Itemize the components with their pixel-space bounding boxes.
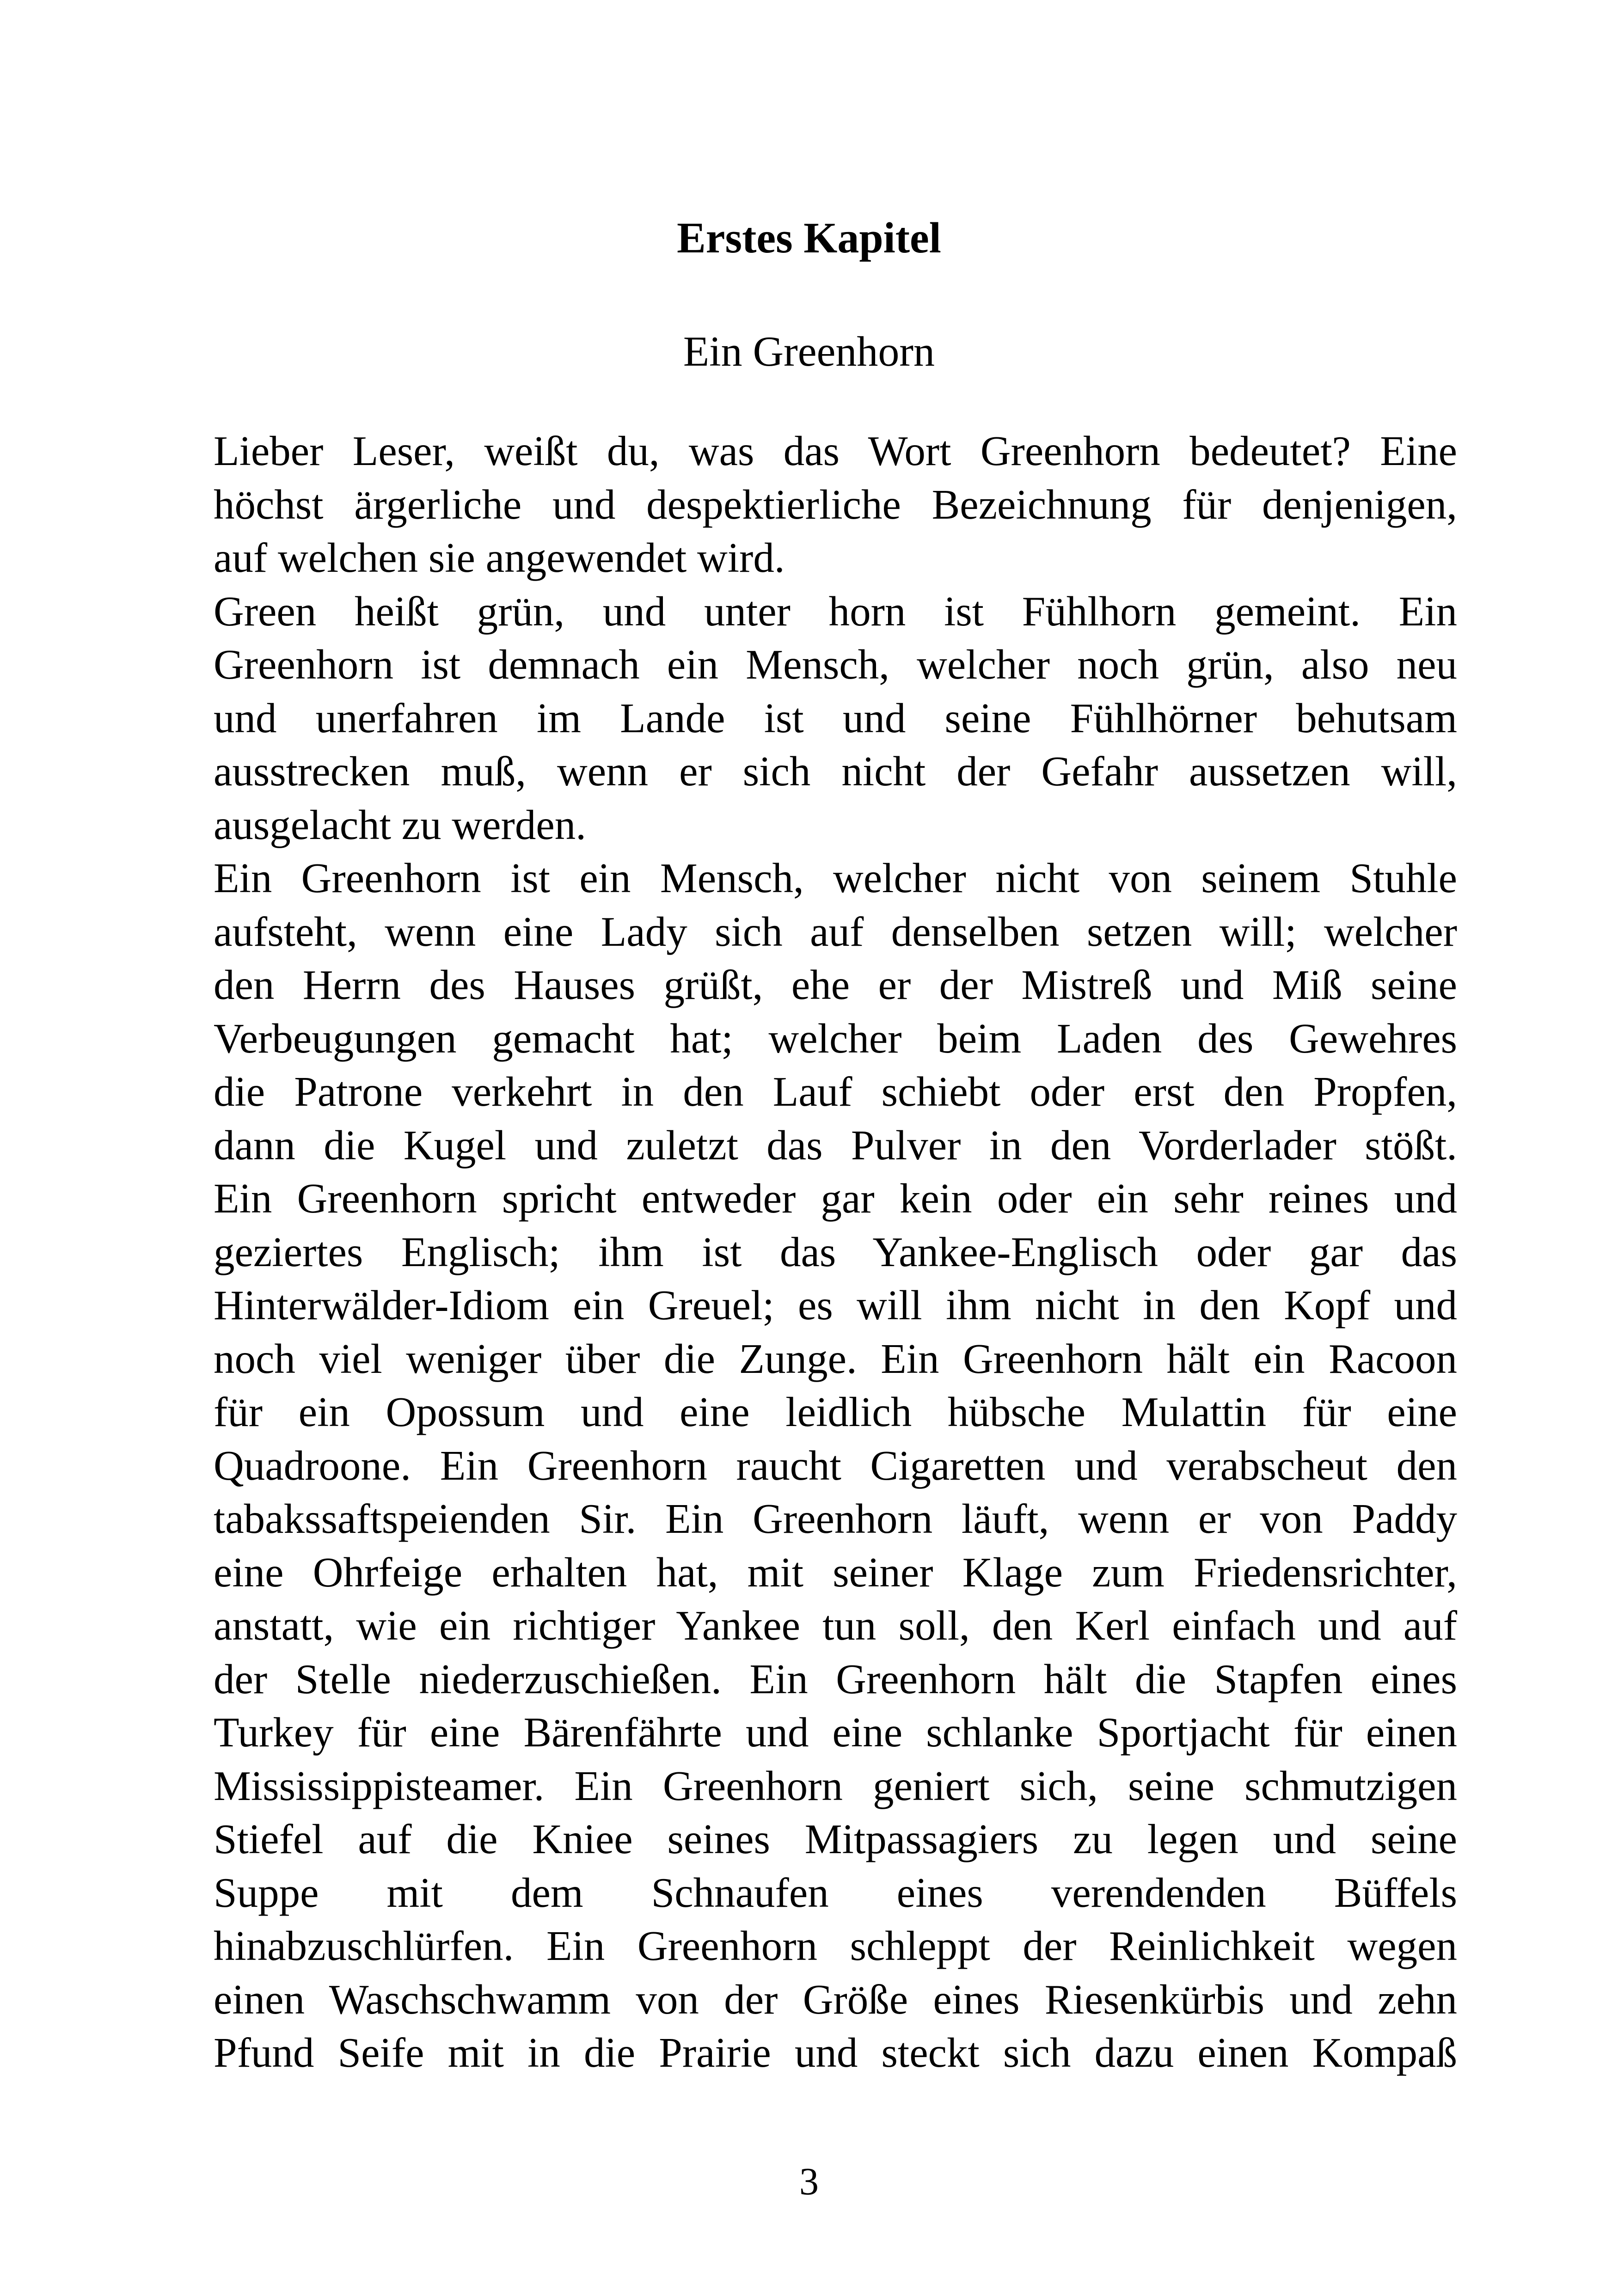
text-line: der Stelle niederzuschießen. Ein Greenhorn hält die Stapfen eines: [214, 1655, 1457, 1702]
text-line: Quadroone. Ein Greenhorn raucht Cigaretten und verabscheut den: [214, 1442, 1457, 1489]
text-line: höchst ärgerliche und despektierliche Bezeichnung für denjenigen,: [214, 481, 1457, 528]
page-number: 3: [799, 2160, 819, 2203]
text-line: Mississippisteamer. Ein Greenhorn geniert sich, seine schmutzigen: [214, 1762, 1457, 1809]
text-line: Suppe mit dem Schnaufen eines verendenden Büffels: [214, 1869, 1457, 1916]
text-line: noch viel weniger über die Zunge. Ein Greenhorn hält ein Racoon: [214, 1335, 1457, 1382]
text-line: hinabzuschlürfen. Ein Greenhorn schleppt der Reinlichkeit wegen: [214, 1923, 1457, 1969]
text-line: tabakssaftspeienden Sir. Ein Greenhorn läuft, wenn er von Paddy: [214, 1495, 1457, 1542]
text-line: anstatt, wie ein richtiger Yankee tun soll, den Kerl einfach und auf: [214, 1602, 1457, 1649]
text-line: aufsteht, wenn eine Lady sich auf denselben setzen will; welcher: [214, 908, 1457, 955]
text-line: Ein Greenhorn spricht entweder gar kein oder ein sehr reines und: [214, 1175, 1457, 1222]
text-line: den Herrn des Hauses grüßt, ehe er der Mistreß und Miß seine: [214, 961, 1457, 1008]
text-line: Lieber Leser, weißt du, was das Wort Greenhorn bedeutet? Eine: [214, 428, 1457, 474]
text-line: die Patrone verkehrt in den Lauf schiebt oder erst den Propfen,: [214, 1068, 1457, 1115]
text-line: Verbeugungen gemacht hat; welcher beim Laden des Gewehres: [214, 1015, 1457, 1062]
text-line: dann die Kugel und zuletzt das Pulver in den Vorderlader stößt.: [214, 1121, 1457, 1169]
text-line: Hinterwälder-Idiom ein Greuel; es will ihm nicht in den Kopf und: [214, 1282, 1457, 1329]
text-line: Pfund Seife mit in die Prairie und steckt sich dazu einen Kompaß: [214, 2029, 1457, 2076]
text-line: eine Ohrfeige erhalten hat, mit seiner Klage zum Friedensrichter,: [214, 1549, 1457, 1596]
text-line: Stiefel auf die Kniee seines Mitpassagiers zu legen und seine: [214, 1816, 1457, 1862]
text-line: auf welchen sie angewendet wird.: [214, 534, 785, 581]
body-text: [214, 424, 1457, 2080]
text-line: Turkey für eine Bärenfährte und eine schlanke Sportjacht für einen: [214, 1709, 1457, 1756]
chapter-subtitle: Ein Greenhorn: [683, 328, 935, 375]
text-line: und unerfahren im Lande ist und seine Fühlhörner behutsam: [214, 694, 1457, 741]
text-line: Greenhorn ist demnach ein Mensch, welcher noch grün, also neu: [214, 641, 1457, 688]
text-line: Ein Greenhorn ist ein Mensch, welcher nicht von seinem Stuhle: [214, 855, 1457, 901]
text-line: ausstrecken muß, wenn er sich nicht der Gefahr aussetzen will,: [214, 748, 1457, 795]
text-line: für ein Opossum und eine leidlich hübsche Mulattin für eine: [214, 1389, 1457, 1435]
text-line: Green heißt grün, und unter horn ist Fühlhorn gemeint. Ein: [214, 588, 1457, 635]
text-line: geziertes Englisch; ihm ist das Yankee-Englisch oder gar das: [214, 1228, 1457, 1275]
text-line: ausgelacht zu werden.: [214, 801, 586, 848]
text-line: einen Waschschwamm von der Größe eines Riesenkürbis und zehn: [214, 1976, 1457, 2023]
chapter-title: Erstes Kapitel: [677, 214, 941, 262]
